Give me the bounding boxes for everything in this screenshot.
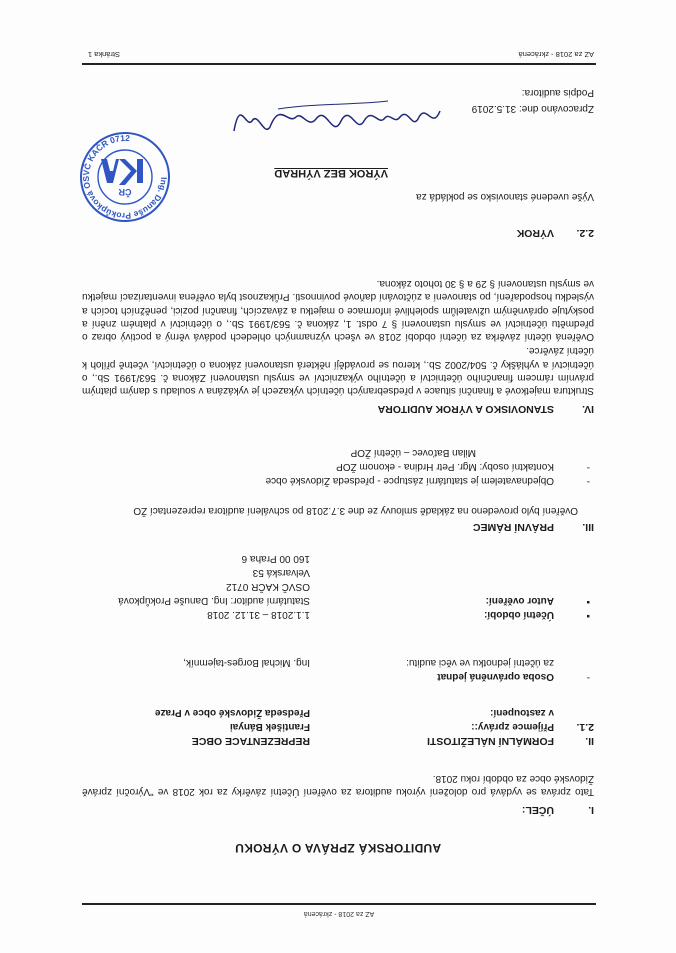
contact-persons: Kontaktní osoby: Mgr. Petr Hrdina - ekonom ŽOP <box>336 461 554 472</box>
representative-value: Předseda Židovské obce v Praze <box>154 707 310 718</box>
section2-heading: FORMÁLNÍ NÁLEŽITOSTI <box>427 735 554 747</box>
signature-label: Podpis auditora: <box>521 87 594 98</box>
section3-number: III. <box>582 521 594 533</box>
bullet-dash-1: - <box>586 476 590 487</box>
recipient-label: Příjemce zprávy:: <box>471 721 554 732</box>
stamp-center-text: ČR <box>118 187 132 197</box>
section4-paragraph-2: Ověřená účetní závěrka za účetní období 2018 ve všech významných ohledech podává věrný a poctivý obraz o předmětu účetnictví ve smyslu ustanovení § 7 odst. 1, zákona č. 563/1991 Sb., o účetnictví v platném znění a poskytuje oprávněným uživatelům spolehlivé informace o majetku a závazcích, finanční pozici, peněžních tocích a výsledku hospodaření, po stanovení a zúčtování daňové povinnosti. Průkaznost byla ověřena inventarizací majetku ve smyslu ustanovení § 29 a § 30 tohoto zákona. <box>82 278 594 342</box>
section22-number: 2.2. <box>576 227 594 239</box>
accounting-period-label: Účetní období: <box>484 609 554 620</box>
bullet-period: ▪ <box>586 610 590 621</box>
auditor-signature <box>228 81 448 141</box>
recipient-value: František Bányai <box>229 721 310 732</box>
verification-author-value: Statutární auditor: Ing. Danuše Prokůpková <box>118 595 310 606</box>
section1-text: Tato zpráva se vydává pro doložení výroku auditora za ověření Účetní závěrky za rok 2018 ve "Výroční zprávě Židovské obce za období roku 2018. <box>82 772 594 797</box>
bullet-authorized: - <box>586 672 590 683</box>
document-title: AUDITORSKÁ ZPRÁVA O VÝROKU <box>234 841 442 855</box>
representative-label: v zastoupení: <box>490 707 554 718</box>
verdict-text: VÝROK BEZ VÝHRAD <box>274 167 388 179</box>
auditor-street: Velvarská 53 <box>252 567 310 578</box>
authorized-person-scope: za účetní jednotku ve věci auditu: <box>406 657 554 668</box>
bullet-author: ▪ <box>586 596 590 607</box>
bullet-dash-2: - <box>586 462 590 473</box>
section1-heading: ÚČEL: <box>521 804 554 816</box>
processing-date: Zpracováno dne: 31.5.2019 <box>471 103 594 114</box>
footer-left: AZ za 2018 - zkrácená <box>518 50 594 59</box>
auditor-stamp <box>79 131 171 223</box>
section4-heading: STANOVISKO A VÝROK AUDITORA <box>377 403 554 415</box>
auditor-license: OSVČ KAČR 0712 <box>226 581 310 592</box>
section4-number: IV. <box>582 403 594 415</box>
section22-heading: VÝROK <box>516 227 554 239</box>
section3-text: Ověření bylo provedeno na základě smlouvy ze dne 3.7.2018 po schválení auditora reprezentací ŽO <box>133 505 578 516</box>
section4-paragraph-1: Struktura majetkové a finanční situace v předsebraných účetních výkazech je vykázána v souladu s daným platným právním rámcem finančního účetnictví a účetního výkaznictví ve smyslu ustanovení Zákona č. 563/1991 Sb., o účetnictví a vyhlášky č. 504/2002 Sb., kterou se provádějí některá ustanovení zákona o účetnictví, včetně příloh k účetní závěrce. <box>82 345 594 396</box>
verdict-intro: Výše uvedené stanovisko se pokládá za <box>416 191 594 202</box>
page-header: AZ za 2018 - zkrácená <box>303 910 375 917</box>
verification-author-label: Autor ověření: <box>485 595 554 606</box>
section2-number: II. <box>585 735 594 747</box>
footer-page-number: Stránka 1 <box>87 50 120 59</box>
stamp-ring-text: Ing. Danuše Prokůpková OSVČ KAČR 0712 <box>80 132 170 222</box>
contracting-party: Objednavatelem je statutární zástupce - předseda Židovské obce <box>265 475 554 486</box>
section3-heading: PRÁVNÍ RÁMEC <box>472 521 554 533</box>
accounting-period-value: 1.1.2018 – 31.12. 2018 <box>207 609 310 620</box>
authorized-person-label: Osoba oprávněná jednat <box>437 671 554 682</box>
header-rule <box>82 903 596 905</box>
representation-heading: REPREZENTACE OBCE <box>191 735 310 747</box>
authorized-person-value: Ing. Michal Borges-tajemník, <box>183 657 310 668</box>
contact-accountant: Milan Baťovec – účetní ŽOP <box>350 447 476 458</box>
auditor-city: 160 00 Praha 6 <box>241 553 310 564</box>
item21-number: 2.1. <box>576 721 594 733</box>
footer-rule <box>82 63 596 65</box>
section1-number: I. <box>588 804 594 816</box>
